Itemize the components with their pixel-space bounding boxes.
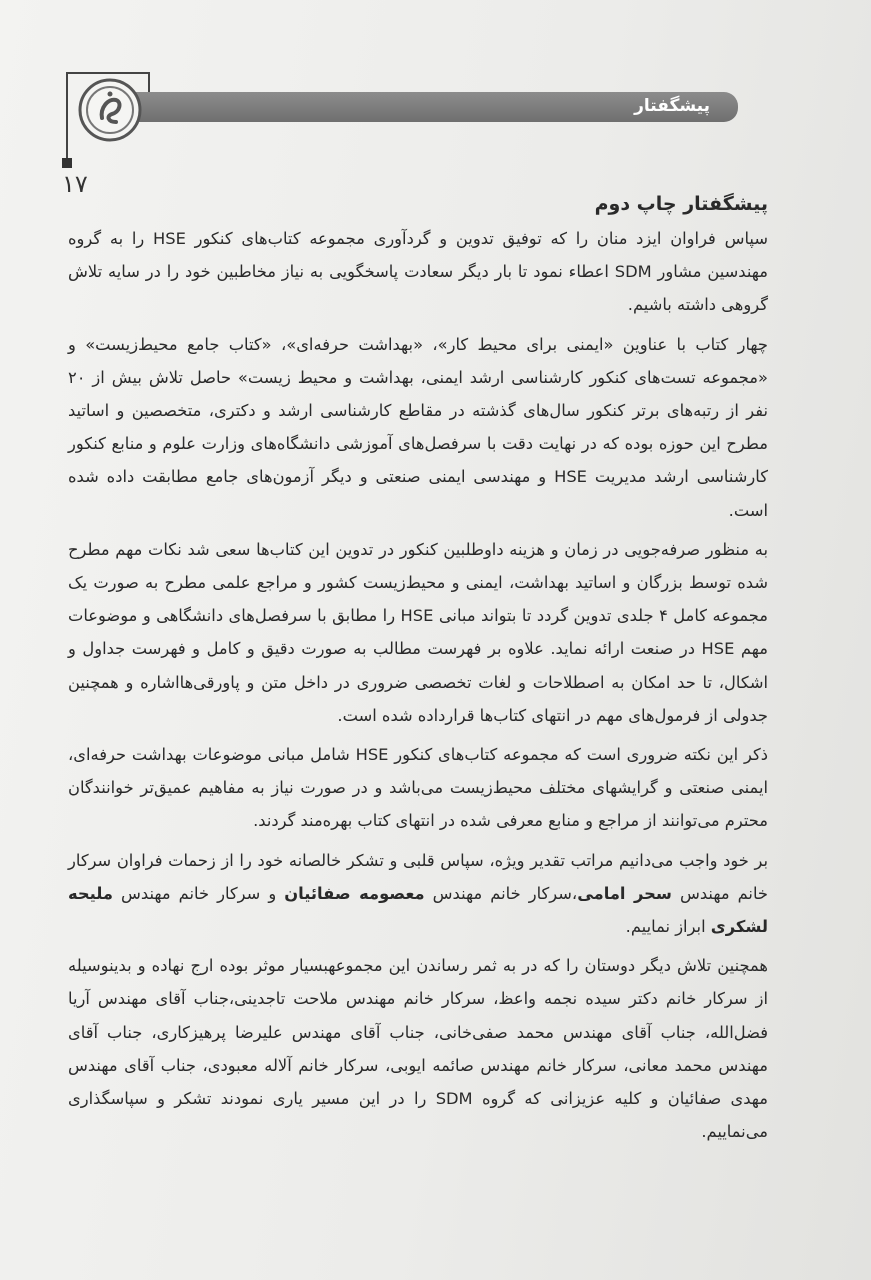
header-frame-top — [66, 72, 150, 74]
header-frame-left — [66, 72, 68, 164]
paragraph-5 — [68, 844, 768, 944]
paragraph-4: ذکر این نکته ضروری است که مجموعه کتاب‌های کنکور HSE شامل مبانی موضوعات بهداشت حرفه‌ای، ایمنی صنعتی و گرایشهای مختلف محیط‌زیست می‌باشد و در صورت نیاز به مفاهیم عمیق‌تر خوانندگان محترم می‌توانند از مراجع و منابع معرفی شده در انتهای کتاب بهره‌مند گردند. — [68, 745, 768, 831]
page-number: ۱۷ — [62, 170, 88, 198]
publisher-logo-icon — [78, 78, 142, 142]
paragraph-2: چهار کتاب با عناوین «ایمنی برای محیط کار»، «بهداشت حرفه‌ای»، «کتاب جامع محیط‌زیست» و «مجموعه تست‌های کنکور کارشناسی ارشد ایمنی، بهداشت و محیط زیست» حاصل تلاش بیش از ۲۰ نفر از رتبه‌های برتر کنکور سال‌های گذشته در مقاطع کارشناسی ارشد و دکتری، متخصصین و اساتید مطرح این حوزه بوده که در نهایت دقت با سرفصل‌های آموزشی دانشگاه‌های وزارت علوم و منابع کنکور کارشناسی ارشد مدیریت HSE و مهندسی ایمنی صنعتی و دیگر آزمون‌های جامع مطابقت داده شده است. — [68, 334, 768, 520]
bold-name-masoumeh-safaeian: معصومه صفائیان — [284, 883, 425, 903]
bold-name-malihe-lashkari: ملیحه لشکری — [68, 883, 768, 937]
page-body — [68, 188, 768, 1148]
header-frame-dot — [62, 158, 72, 168]
chapter-title: پیشگفتار — [634, 96, 710, 116]
paragraph-1: سپاس فراوان ایزد منان را که توفیق تدوین و گردآوری مجموعه کتاب‌های کنکور HSE را به گروه مهندسین مشاور SDM اعطاء نمود تا بار دیگر سعادت پاسخگویی به نیاز مخاطبین خود را در سایه تلاش گروهی داشته باشیم. — [68, 229, 768, 315]
paragraph-5-text-d: ابراز نماییم. — [625, 917, 711, 937]
header-frame-right — [148, 72, 150, 92]
paragraph-5-text-c: و سرکار خانم مهندس — [112, 883, 285, 903]
chapter-header-bar — [120, 92, 738, 122]
paragraph-3: به منظور صرفه‌جویی در زمان و هزینه داوطلبین کنکور در تدوین این کتاب‌ها سعی شد نکات مهم مطرح شده توسط بزرگان و اساتید بهداشت، ایمنی و محیط‌زیست کشور و مراجع علمی مطرح به صورت یک مجموعه کامل ۴ جلدی تدوین گردد تا بتواند مبانی HSE را مطابق با سرفصل‌های دانشگاهی و موضوعات مهم HSE در صنعت ارائه نماید. علاوه بر فهرست مطالب به صورت دقیق و کامل و فهرست جداول و اشکال، تا حد امکان به اصطلاحات و لغات تخصصی ضروری در داخل متن و پاورقی‌هااشاره و همچنین جدولی از فرمول‌های مهم در انتهای کتاب‌ها قرارداده شده است. — [68, 539, 768, 725]
paragraph-6: همچنین تلاش دیگر دوستان را که در به ثمر رساندن این مجموعهبسیار موثر بوده ارج نهاده و بدینوسیله از سرکار خانم دکتر سیده نجمه واعظ، سرکار خانم مهندس ملاحت تاجدینی،جناب آقای مهندس آریا فضل‌الله، جناب آقای مهندس محمد صفی‌خانی، جناب آقای مهندس علیرضا پرهیزکاری، جناب آقای مهندس محمد معانی، سرکار خانم مهندس صائمه ایوبی، سرکار خانم آلاله معبودی، جناب آقای مهندس مهدی صفائیان و کلیه عزیزانی که گروه SDM را در این مسیر یاری نمودند تشکر و سپاسگذاری می‌نماییم. — [68, 956, 769, 1142]
paragraph-5-text-b: ،سرکار خانم مهندس — [424, 883, 578, 903]
section-heading: پیشگفتار چاپ دوم — [594, 193, 768, 215]
paragraph-5-text-a: بر خود واجب می‌دانیم مراتب تقدیر ویژه، سپاس قلبی و تشکر خالصانه خود را از زحمات فراوان سرکار خانم مهندس — [68, 850, 768, 903]
bold-name-sahar-emami: سحر امامی — [577, 883, 672, 903]
